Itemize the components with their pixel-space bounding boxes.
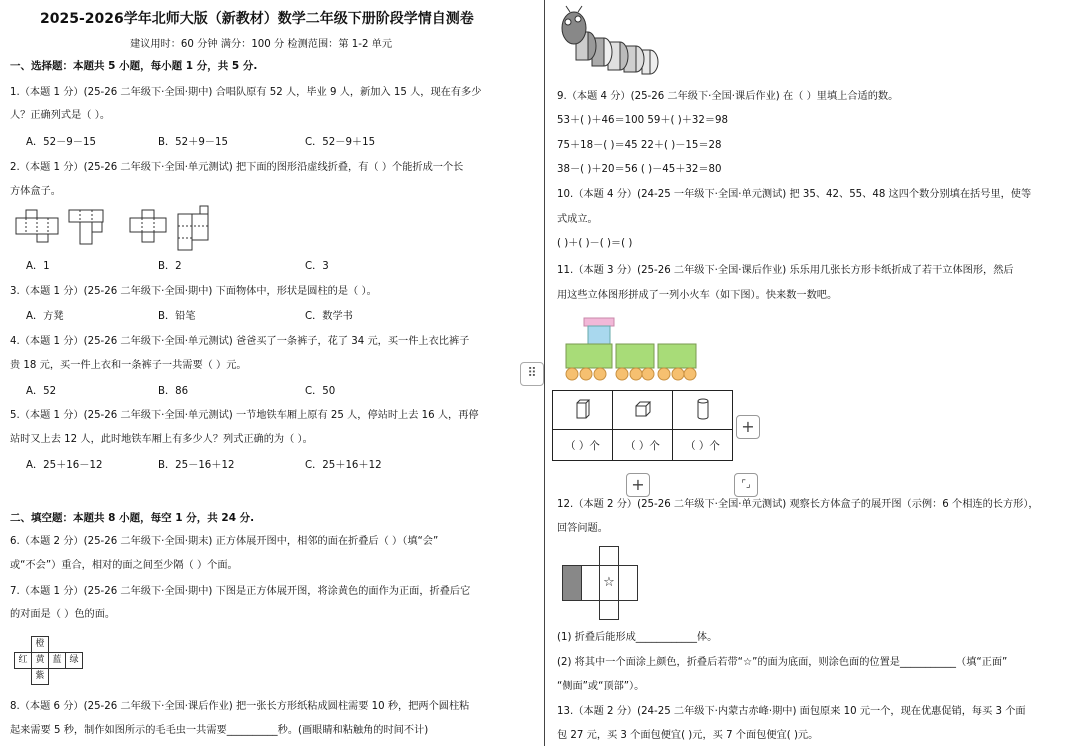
- q5-stem: 5.（本题 1 分）(25-26 二年级下·全国·单元测试) 一节地铁车厢上原有 25 人，停站时上去 16 人，再停: [10, 410, 479, 421]
- q2-nets-figure: [12, 204, 217, 252]
- q13-stem-2: 包 27 元，买 3 个面包便宜( )元，买 7 个面包便宜( )元。: [557, 730, 819, 741]
- q1-stem: 1.（本题 1 分）(25-26 二年级下·全国·期中) 合唱队原有 52 人，毕业 9 人，新加入 15 人，现在有多少: [10, 87, 482, 98]
- star-icon: ☆: [599, 565, 619, 601]
- q9-row-1: 53＋( )＋46＝100 59＋( )＋32＝98: [557, 115, 728, 126]
- q3-stem: 3.（本题 1 分）(25-26 二年级下·全国·期中) 下面物体中，形状是圆柱的是（ ）。: [10, 286, 377, 297]
- q12-sub-2: (2) 将其中一个面涂上颜色，折叠后若带“☆”的面为底面，则涂色面的位置是___________（填“正面”: [557, 657, 1008, 668]
- q9-stem: 9.（本题 4 分）(25-26 二年级下·全国·课后作业) 在（ ）里填上合适的数。: [557, 91, 899, 102]
- q1-option-b: B．52＋9－15: [158, 137, 228, 148]
- q12-sub-1: (1) 折叠后能形成____________体。: [557, 632, 718, 643]
- page-title: 2025-2026学年北师大版（新教材）数学二年级下册阶段学情自测卷: [40, 11, 474, 27]
- section-one-heading: 一、选择题：本题共 5 小题，每小题 1 分，共 5 分.: [10, 60, 258, 72]
- count-cell-cube: （ ）个: [613, 430, 673, 461]
- q11-stem: 11.（本题 3 分）(25-26 二年级下·全国·课后作业) 乐乐用几张长方形卡纸折成了若干立体图形，然后: [557, 265, 1014, 276]
- q5-option-c: C．25＋16＋12: [305, 460, 382, 471]
- q4-option-c: C．50: [305, 386, 336, 397]
- q12-stem-2: 回答问题。: [557, 523, 608, 534]
- net-face-top: 橙: [31, 636, 49, 653]
- q11-stem-2: 用这些立体图形拼成了一列小火车（如下图）。快来数一数吧。: [557, 290, 838, 301]
- q8-stem: 8.（本题 6 分）(25-26 二年级下·全国·课后作业) 把一张长方形纸粘成圆柱需要 10 秒，把两个圆柱粘: [10, 701, 470, 712]
- cuboid-tall-shape: [553, 391, 613, 430]
- net-face-center: 黄: [31, 652, 49, 669]
- q1-option-c: C．52－9＋15: [305, 137, 376, 148]
- q13-stem: 13.（本题 2 分）(24-25 二年级下·内蒙古赤峰·期中) 面包原来 10 元一个，现在优惠促销，每买 3 个面: [557, 706, 1026, 717]
- q5-option-a: A．25＋16－12: [26, 460, 103, 471]
- q1-option-a: A．52－9－15: [26, 137, 96, 148]
- net-bottom-face: [599, 600, 619, 620]
- count-cell-cuboid: （ ）个: [553, 430, 613, 461]
- q2-stem-2: 方体盒子。: [10, 186, 61, 197]
- q12-cuboid-net: [562, 546, 642, 620]
- q10-stem: 10.（本题 4 分）(24-25 一年级下·全国·单元测试) 把 35、42、55、48 这四个数分别填在括号里，使等: [557, 189, 1032, 200]
- q4-option-a: A．52: [26, 386, 57, 397]
- q5-stem-2: 站时又上去 12 人，此时地铁车厢上有多少人？列式正确的为（ ）。: [10, 434, 313, 445]
- net-top-face: [599, 546, 619, 566]
- resize-corner-icon[interactable]: ⌜⌟: [734, 473, 758, 497]
- q10-equation: ( )＋( )－( )＝( ): [557, 238, 633, 249]
- q9-row-2: 75＋18－( )＝45 22＋( )－15＝28: [557, 140, 722, 151]
- q2-option-a: A．1: [26, 261, 50, 272]
- section-two-heading: 二、填空题：本题共 8 小题，每空 1 分，共 24 分.: [10, 512, 255, 524]
- q10-stem-2: 式成立。: [557, 214, 598, 225]
- q2-option-c: C．3: [305, 261, 329, 272]
- net-face-left: 红: [14, 652, 32, 669]
- q1-stem-2: 人？正确列式是（ ）。: [10, 110, 111, 121]
- add-column-button[interactable]: +: [736, 415, 760, 439]
- q12-sub-3: “侧面”或“顶部”）。: [557, 681, 645, 692]
- q2-stem: 2.（本题 1 分）(25-26 二年级下·全国·单元测试) 把下面的图形沿虚线折叠，有（ ）个能折成一个长: [10, 162, 464, 173]
- column-divider: [544, 0, 545, 746]
- net-face-right2: 绿: [65, 652, 83, 669]
- net-right-face: [618, 565, 638, 601]
- q11-count-table: [552, 390, 733, 461]
- q4-option-b: B．86: [158, 386, 189, 397]
- q7-cube-net: [12, 636, 84, 686]
- q3-option-a: A．方凳: [26, 311, 64, 322]
- q9-row-3: 38－( )＋20＝56 ( )－45＋32＝80: [557, 164, 722, 175]
- q6-stem-2: 或“不会”）重合，相对的面之间至少隔（ ）个面。: [10, 560, 238, 571]
- q8-stem-2: 起来需要 5 秒，制作如图所示的毛毛虫一共需要__________秒。(画眼睛和粘触角的时间不计): [10, 725, 429, 736]
- q7-stem-2: 的对面是（ ）色的面。: [10, 609, 116, 620]
- q5-option-b: B．25－16＋12: [158, 460, 235, 471]
- caterpillar-image: [556, 4, 662, 78]
- cube-shape: [613, 391, 673, 430]
- q7-stem: 7.（本题 1 分）(25-26 二年级下·全国·期中) 下图是正方体展开图，将涂黄色的面作为正面，折叠后它: [10, 586, 471, 597]
- exam-info: 建议用时：60 分钟 满分：100 分 检测范围：第 1-2 单元: [130, 39, 393, 50]
- q4-stem-2: 贵 18 元，买一件上衣和一条裤子一共需要（ ）元。: [10, 360, 247, 371]
- net-face-bottom: 紫: [31, 668, 49, 685]
- q3-option-b: B．铅笔: [158, 311, 196, 322]
- q2-option-b: B．2: [158, 261, 182, 272]
- add-row-button[interactable]: +: [626, 473, 650, 497]
- q3-option-c: C．数学书: [305, 311, 353, 322]
- q6-stem: 6.（本题 2 分）(25-26 二年级下·全国·期末) 正方体展开图中，相邻的面在折叠后（ ）（填“会”: [10, 536, 439, 547]
- q4-stem: 4.（本题 1 分）(25-26 二年级下·全国·单元测试) 爸爸买了一条裤子，花了 34 元，买一件上衣比裤子: [10, 336, 470, 347]
- train-image: [562, 316, 702, 384]
- net-left-face: [581, 565, 600, 601]
- drag-handle-icon[interactable]: ⠿: [520, 362, 544, 386]
- cylinder-shape: [673, 391, 733, 430]
- net-shaded-face: [562, 565, 582, 601]
- count-cell-cylinder: （ ）个: [673, 430, 733, 461]
- q12-stem: 12.（本题 2 分）(25-26 二年级下·全国·单元测试) 观察长方体盒子的展开图（示例：6 个相连的长方形），: [557, 499, 1039, 510]
- net-face-right1: 蓝: [48, 652, 66, 669]
